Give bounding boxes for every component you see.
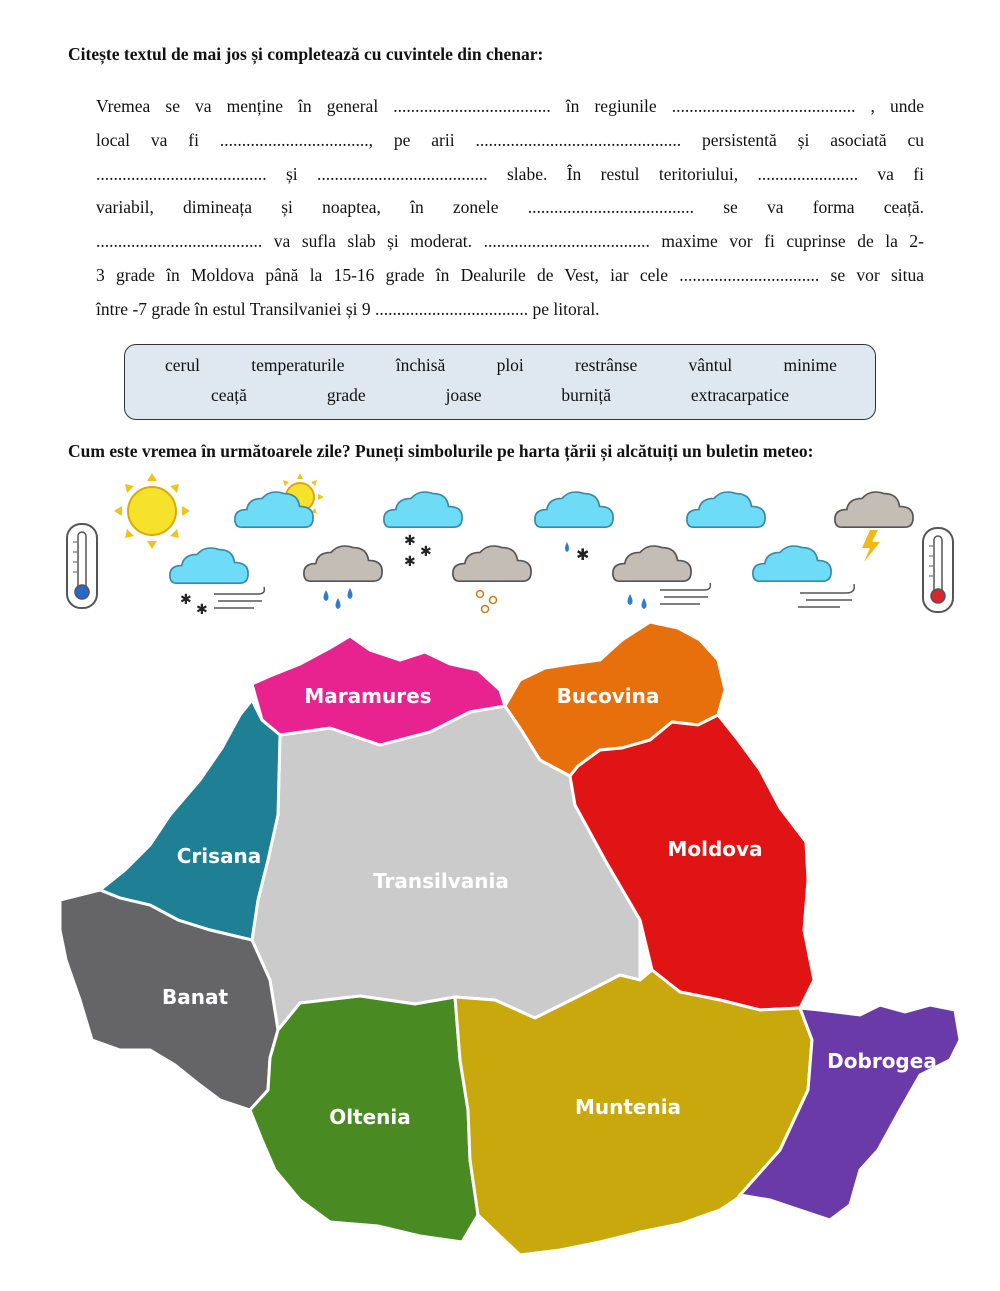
word-bank-item[interactable]: temperaturile (251, 355, 345, 375)
map-label: Banat (161, 985, 229, 1009)
paragraph-line: local va fi .................................., pe arii ............................................... persistentă și asociată cu (96, 129, 924, 150)
word-bank-item[interactable]: minime (783, 355, 837, 375)
paragraph-line: ...................................... va sufla slab și moderat. ...................................... maxime vor fi cuprinse de la 2- (96, 231, 924, 252)
svg-text:✱: ✱ (576, 545, 590, 564)
paragraph-line: Vremea se va menține în general .................................... în regiunile .......................................... , unde (96, 96, 924, 116)
word-bank-item[interactable]: burniță (561, 385, 611, 405)
map-label: Transilvania (373, 869, 509, 893)
svg-text:✱: ✱ (196, 602, 208, 618)
map-label: Oltenia (329, 1105, 411, 1129)
map-label: Maramures (304, 684, 432, 708)
svg-text:✱: ✱ (404, 554, 416, 570)
paragraph-line: ....................................... și ....................................... slabe. În restul teritoriului, ....................... va fi (96, 163, 924, 184)
word-bank-item[interactable]: grade (326, 385, 366, 405)
word-bank-item[interactable]: închisă (395, 355, 446, 375)
paragraph-line: 3 grade în Moldova până la 15-16 grade în Dealurile de Vest, iar cele ................................ se vor situa (96, 264, 924, 285)
map-label: Moldova (667, 837, 763, 861)
paragraph-line: variabil, dimineața și noaptea, în zonele ...................................... se va forma ceață. (96, 197, 924, 218)
map-label: Muntenia (574, 1095, 682, 1119)
svg-text:✱: ✱ (404, 533, 416, 549)
map-label: Crisana (176, 844, 262, 868)
word-bank-item[interactable]: extracarpatice (690, 385, 789, 405)
word-bank-item[interactable]: restrânse (575, 355, 638, 375)
word-bank-item[interactable]: ploi (496, 355, 524, 375)
word-bank-item[interactable]: ceață (211, 385, 247, 405)
word-bank-item[interactable]: vântul (688, 355, 733, 375)
word-bank-item[interactable]: joase (445, 385, 482, 405)
exercise-2-title: Cum este vremea în următoarele zile? Puneți simbolurile pe harta țării și alcătuiți un buletin meteo: (68, 441, 814, 461)
word-bank-item[interactable]: cerul (165, 355, 200, 375)
exercise-1-title: Citește textul de mai jos și completează cu cuvintele din chenar: (68, 44, 544, 64)
map-label: Dobrogea (827, 1049, 937, 1073)
map-label: Bucovina (556, 684, 660, 708)
svg-text:✱: ✱ (420, 544, 432, 560)
svg-text:✱: ✱ (180, 592, 192, 608)
paragraph-line: între -7 grade în estul Transilvaniei și 9 ................................... pe litoral. (96, 298, 600, 319)
